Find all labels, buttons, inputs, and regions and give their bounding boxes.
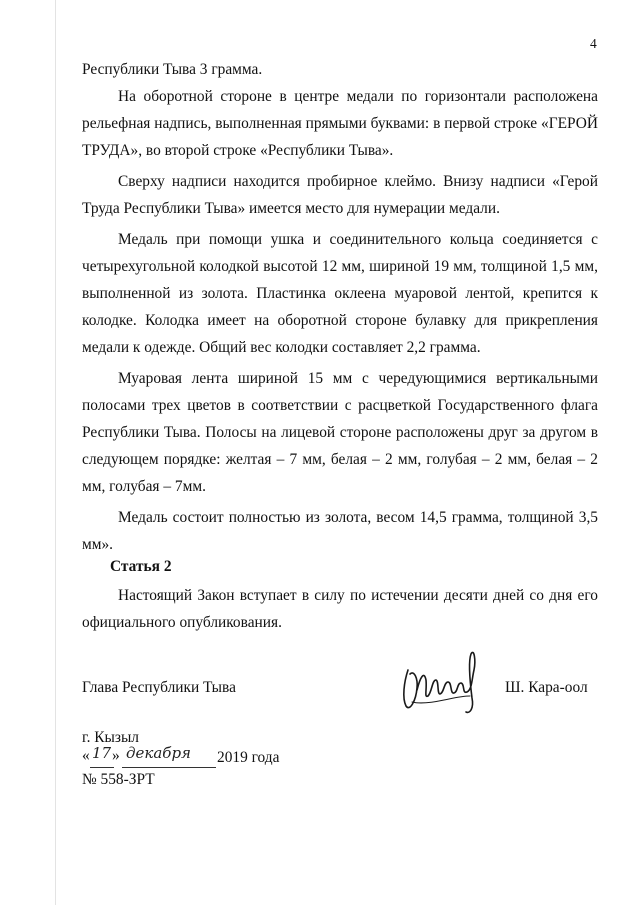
city-label: г. Кызыл	[82, 729, 139, 746]
law-number: № 558-ЗРТ	[82, 771, 155, 788]
paragraph-2: Сверху надписи находится пробирное клеймо. Внизу надписи «Герой Труда Республики Тыва» имеется место для нумерации медали.	[82, 173, 598, 217]
paragraph-3: Медаль при помощи ушка и соединительного кольца соединяется с четырехугольной колодкой высотой 12 мм, шириной 19 мм, толщиной 1,5 мм, выполненной из золота. Пластинка оклеена муаровой лентой, крепится к колодке. Колодка имеет на оборотной стороне булавку для прикрепления медали к одежде. Общий вес колодки составляет 2,2 грамма.	[82, 231, 598, 356]
article-2-text: Настоящий Закон вступает в силу по истечении десяти дней со дня его официального опубликования.	[82, 587, 598, 631]
paragraph-5: Медаль состоит полностью из золота, весом 14,5 грамма, толщиной 3,5 мм».	[82, 509, 598, 553]
page-number: 4	[590, 36, 597, 51]
margin-line	[55, 0, 56, 905]
open-quote: «	[82, 747, 90, 764]
close-quote: »	[112, 747, 120, 764]
article-2-heading: Статья 2	[110, 558, 172, 575]
paragraph-0: Республики Тыва 3 грамма.	[82, 61, 263, 78]
handwritten-month: декабря	[126, 744, 191, 762]
body-text	[82, 56, 598, 558]
day-underline	[90, 767, 114, 768]
year-text: 2019 года	[217, 749, 280, 766]
article-2-text-block	[82, 582, 598, 636]
month-underline	[122, 767, 216, 768]
handwritten-signature	[390, 640, 490, 718]
handwritten-day: 17	[92, 744, 112, 762]
date-line	[82, 745, 302, 771]
paragraph-4: Муаровая лента шириной 15 мм с чередующимися вертикальными полосами трех цветов в соответствии с расцветкой Государственного флага Республики Тыва. Полосы на лицевой стороне расположены друг за другом в следующем порядке: желтая – 7 мм, белая – 2 мм, голубая – 2 мм, белая – 2 мм, голубая – 7мм.	[82, 370, 598, 495]
signer-name: Ш. Кара-оол	[505, 679, 588, 696]
paragraph-1: На оборотной стороне в центре медали по горизонтали расположена рельефная надпись, выполненная прямыми буквами: в первой строке «ГЕРОЙ ТРУДА», во второй строке «Республики Тыва».	[82, 88, 598, 159]
position-title: Глава Республики Тыва	[82, 679, 236, 696]
